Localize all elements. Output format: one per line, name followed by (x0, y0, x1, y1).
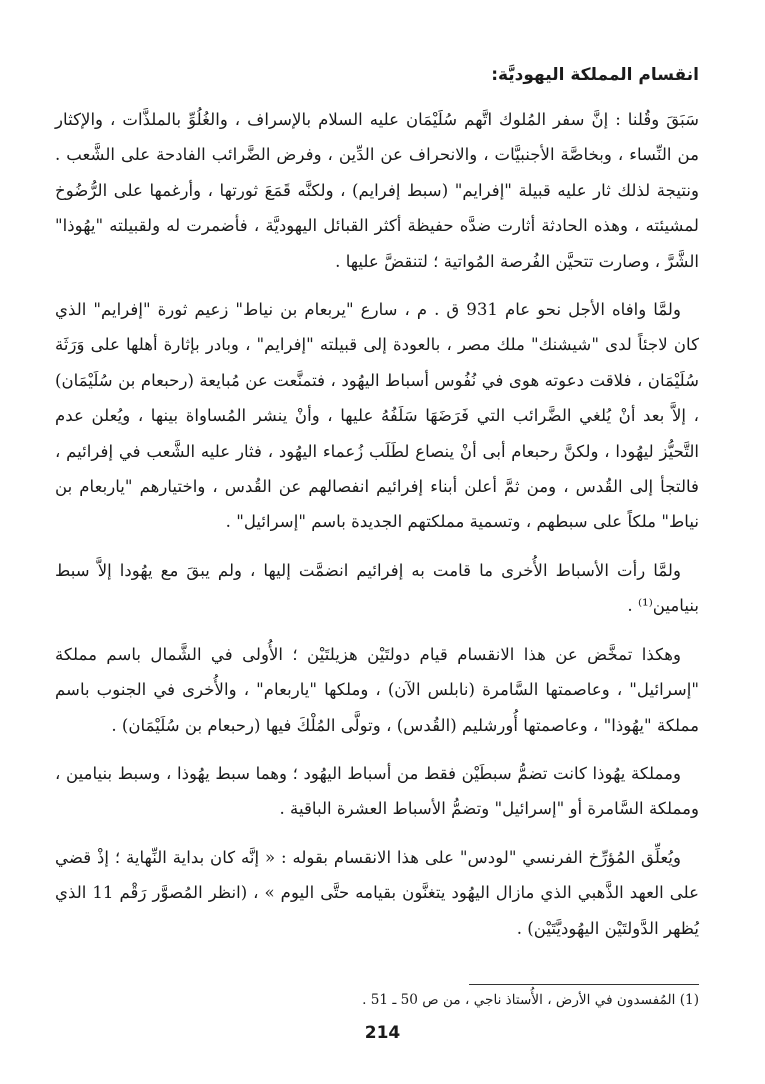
paragraph-4: وهكذا تمخَّض عن هذا الانقسام قيام دولتَيْن هزيلتَيْن ؛ الأُولى في الشَّمال باسم مملكة "إسرائيل" ، وعاصمتها السَّامرة (نابلس الآن) ، وملكها "ياربعام" ، والأُخرى في الجنوب باسم مملكة "يهُوذا" ، وعاصمتها أُورشليم (القُدس) ، وتولَّى المُلْكَ فيها (رحبعام بن سُلَيْمَان) . (55, 644, 699, 735)
paragraph-1: سَبَقَ وقُلنا : إنَّ سفر المُلوك اتَّهم سُلَيْمَان عليه السلام بالإسراف ، والغُلُوِّ بالملذَّات ، والإكثار من النِّساء ، وبخاصَّة الأجنبيَّات ، والانحراف عن الدِّين ، وفرض الضَّرائب الفادحة على الشَّعب . ونتيجة لذلك ثار عليه قبيلة "إفرايم" (سبط إفرايم) ، ولكنَّه قَمَعَ ثورتها ، وأرغمها على الرُّضُوخ لمشيئته ، وهذه الحادثة أثارت ضدَّه حفيظة أكثر القبائل اليهوديَّة ، فأضمرت له ولقبيلته "يهُوذا" الشَّرَّ ، وصارت تتحيَّن الفُرصة المُواتية ؛ لتنقضَّ عليها . (55, 110, 699, 271)
paragraph-2: ولمَّا وافاه الأجل نحو عام 931 ق . م ، سارع "يربعام بن نياط" زعيم ثورة "إفرايم" الذي كان لاجئاً لدى "شيشنك" ملك مصر ، بالعودة إلى قبيلته "إفرايم" ، وبادر بإثارة أهلها على وَرَثَة سُلَيْمَان ، فلاقت دعوته هوى في نُفُوس أسباط اليهُود ، فتمنَّعت عن مُبايعة (رحبعام بن سُلَيْمَان) ، إلاَّ بعد أنْ يُلغي الضَّرائب التي فَرَضَهَا سَلَفُهُ عليها ، وأنْ ينشر المُساواة بينها ، ويُعلن عدم التَّحيُّز ليهُودا ، ولكنَّ رحبعام أبى أنْ ينصاع لطَلَب زُعماء اليهُود ، فثار عليه الشَّعب في إفرائيم ، فالتجأ إلى القُدس ، ومن ثمَّ أعلن أبناء إفرائيم انفصالهم عن القُدس ، واختيارهم "ياربعام بن نياط" ملكاً على سبطهم ، وتسمية مملكتهم الجديدة باسم "إسرائيل" . (55, 300, 699, 532)
footnote: (1) المُفسدون في الأرض ، الأُستاذ ناجي ، من ص 50 ـ 51 . (362, 992, 699, 1008)
paragraph-3: ولمَّا رأت الأسباط الأُخرى ما قامت به إفرائيم انضمَّت إليها ، ولم يبقَ مع يهُودا إلاَّ سبط بنيامين⁽¹⁾ . (55, 560, 699, 616)
page-body (55, 62, 699, 959)
footnote-divider (469, 984, 699, 985)
section-heading: انقسام المملكة اليهوديَّة: (491, 65, 699, 85)
paragraph-5: ومملكة يهُوذا كانت تضمُّ سبطَيْن فقط من أسباط اليهُود ؛ وهما سبط يهُوذا ، وسبط بنيامين ، ومملكة السَّامرة أو "إسرائيل" وتضمُّ الأسباط العشرة الباقية . (55, 763, 699, 819)
paragraph-6: ويُعلِّق المُؤرِّخ الفرنسي "لودس" على هذا الانقسام بقوله : « إنَّه كان بداية النِّهاية ؛ إذْ قضي على العهد الذَّهبي الذي مازال اليهُود يتغنَّون بقيامه حتَّى اليوم » ، (انظر المُصوَّر رَقْم 11 الذي يُظهر الدَّولتَيْن اليهُوديَّتَيْن) . (55, 847, 699, 938)
page-number: 214 (364, 1023, 401, 1043)
